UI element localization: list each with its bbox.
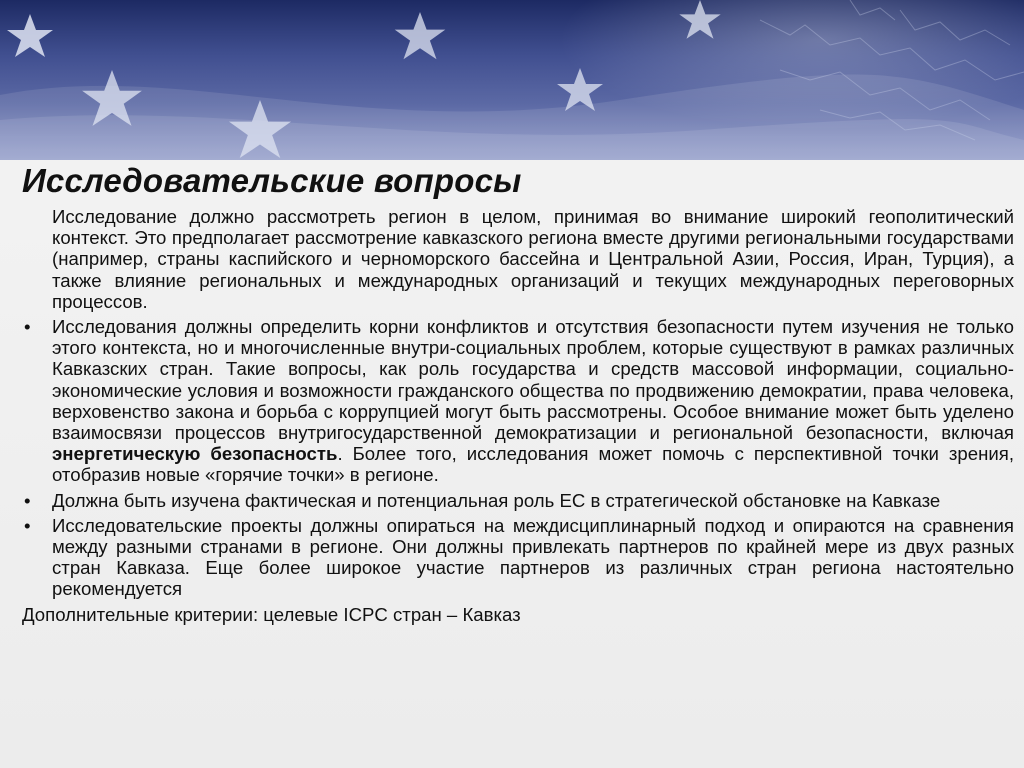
bullet-marker: • (24, 514, 31, 536)
paragraph-text-part: Исследования должны определить корни конфликтов и отсутствия безопасности путем изучения не только этого контекста, но и многочисленные внутри-социальных проблем, которые существуют в рамках различных Кавказских стран. Такие вопросы, как роль государства и средств массовой информации, социально-экономические условия и возможности гражданского общества по продвижению демократии, права человека, верховенство закона и борьба с коррупцией могут быть рассмотрены. Особое внимание может быть уделено взаимосвязи процессов внутригосударственной демократизации и региональной безопасности, включая (52, 316, 1014, 444)
paragraph-text: Исследовательские проекты должны опираться на междисциплинарный подход и опираются на сравнения между разными странами в регионе. Они должны привлекать партнеров по крайней мере из двух разных стран Кавказа. Еще более широкое участие партнеров из различных стран региона настоятельно рекомендуется (52, 514, 1014, 600)
footer-criteria-line: Дополнительные критерии: целевые ICPC стран – Кавказ (22, 603, 521, 625)
slide-title: Исследовательские вопросы (22, 162, 522, 199)
bullet-marker: • (24, 316, 31, 338)
paragraph-text-part: . Более того, исследования может помочь с перспективной точки зрения, отобразив новые «горячие точки» в регионе. (52, 443, 1014, 486)
list-item (20, 316, 1014, 486)
emphasis-text: энергетическую безопасность (52, 443, 338, 465)
list-item (20, 515, 1014, 600)
flag-stars-graphic (0, 0, 1024, 160)
list-item (20, 490, 1014, 511)
eu-flag-banner (0, 0, 1024, 160)
paragraph-text (52, 316, 1014, 485)
slide-body (20, 206, 1014, 625)
list-item (20, 206, 1014, 312)
bullet-marker: • (24, 489, 31, 511)
paragraph-text: Должна быть изучена фактическая и потенциальная роль ЕС в стратегической обстановке на Кавказе (52, 489, 941, 511)
paragraph-text: Исследование должно рассмотреть регион в целом, принимая во внимание широкий геополитический контекст. Это предполагает рассмотрение кавказского региона вместе другими региональными государствами (например, страны каспийского и черноморского бассейна и Центральной Азии, Россия, Иран, Турция), а также влияние региональных и международных организаций и текущих международных переговорных процессов. (52, 206, 1014, 312)
